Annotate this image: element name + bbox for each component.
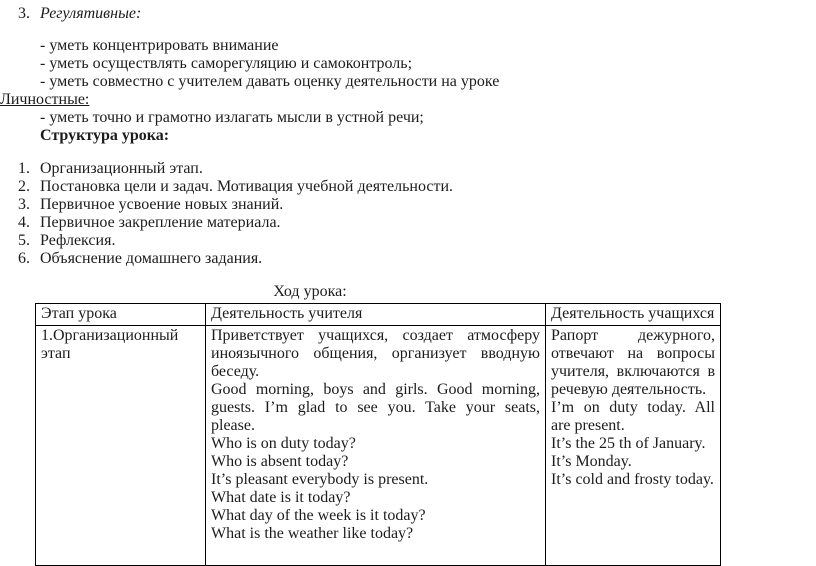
teacher-paragraph: Who is absent today?	[211, 453, 349, 470]
stage-cell: 1.Организационный этап	[36, 326, 206, 566]
structure-item-text: Объяснение домашнего задания.	[40, 250, 263, 267]
structure-item-text: Первичное закрепление материала.	[40, 214, 281, 231]
personal-heading	[0, 91, 816, 109]
structure-item-text: Рефлексия.	[40, 232, 116, 249]
column-header-teacher-activity: Деятельность учителя	[206, 304, 546, 326]
structure-item-text: Организационный этап.	[40, 160, 203, 177]
structure-item-number: 5.	[18, 232, 30, 249]
structure-item-3	[0, 196, 816, 214]
teacher-activity-cell	[206, 326, 546, 566]
regulative-item-3: - уметь совместно с учителем давать оценку деятельности на уроке	[40, 73, 500, 90]
structure-item-number: 1.	[18, 160, 30, 177]
students-paragraph: It’s cold and frosty today.	[551, 471, 714, 488]
structure-item-number: 3.	[18, 196, 30, 213]
table-header-row	[36, 304, 721, 326]
regulative-heading-row	[0, 5, 816, 23]
structure-item-number: 2.	[18, 178, 30, 195]
teacher-paragraph: What day of the week is it today?	[211, 507, 426, 524]
students-paragraph: Рапорт дежурного, отвечают на вопросы учителя, включаются в речевую деятельность.	[551, 327, 715, 398]
structure-item-4	[0, 214, 816, 232]
personal-heading-text: Личностные:	[0, 91, 90, 108]
structure-item-2	[0, 178, 816, 196]
students-paragraph: It’s the 25 th of January.	[551, 435, 706, 452]
course-heading: Ход урока:	[273, 283, 347, 300]
teacher-paragraph: Who is on duty today?	[211, 435, 356, 452]
structure-item-text: Первичное усвоение новых знаний.	[40, 196, 284, 213]
structure-item-text: Постановка цели и задач. Мотивация учебной деятельности.	[40, 178, 454, 195]
teacher-paragraph: It’s pleasant everybody is present.	[211, 471, 429, 488]
regulative-heading: Регулятивные:	[40, 5, 142, 22]
students-paragraph: It’s Monday.	[551, 453, 632, 470]
structure-item-number: 4.	[18, 214, 30, 231]
structure-heading: Структура урока:	[40, 127, 170, 144]
structure-item-6	[0, 250, 816, 268]
personal-item: - уметь точно и грамотно излагать мысли в устной речи;	[40, 109, 424, 126]
lesson-course-table	[35, 303, 721, 566]
structure-item-number: 6.	[18, 250, 30, 267]
teacher-paragraph: Приветствует учащихся, создает атмосферу иноязычного общения, организует вводную беседу.	[211, 327, 540, 380]
column-header-stage: Этап урока	[36, 304, 206, 326]
column-header-students-activity: Деятельность учащихся	[546, 304, 721, 326]
regulative-heading-number: 3.	[18, 5, 30, 22]
teacher-paragraph: What date is it today?	[211, 489, 351, 506]
structure-list	[0, 160, 816, 268]
students-activity-cell	[546, 326, 721, 566]
regulative-item-1: - уметь концентрировать внимание	[40, 37, 279, 54]
students-paragraph: I’m on duty today. All are present.	[551, 399, 715, 434]
teacher-paragraph: What is the weather like today?	[211, 525, 414, 542]
regulative-item-2: - уметь осуществлять саморегуляцию и самоконтроль;	[40, 55, 413, 72]
structure-item-5	[0, 232, 816, 250]
table-row	[36, 326, 721, 566]
structure-item-1	[0, 160, 816, 178]
teacher-paragraph: Good morning, boys and girls. Good morning, guests. I’m glad to see you. Take your seats, please.	[211, 381, 540, 434]
